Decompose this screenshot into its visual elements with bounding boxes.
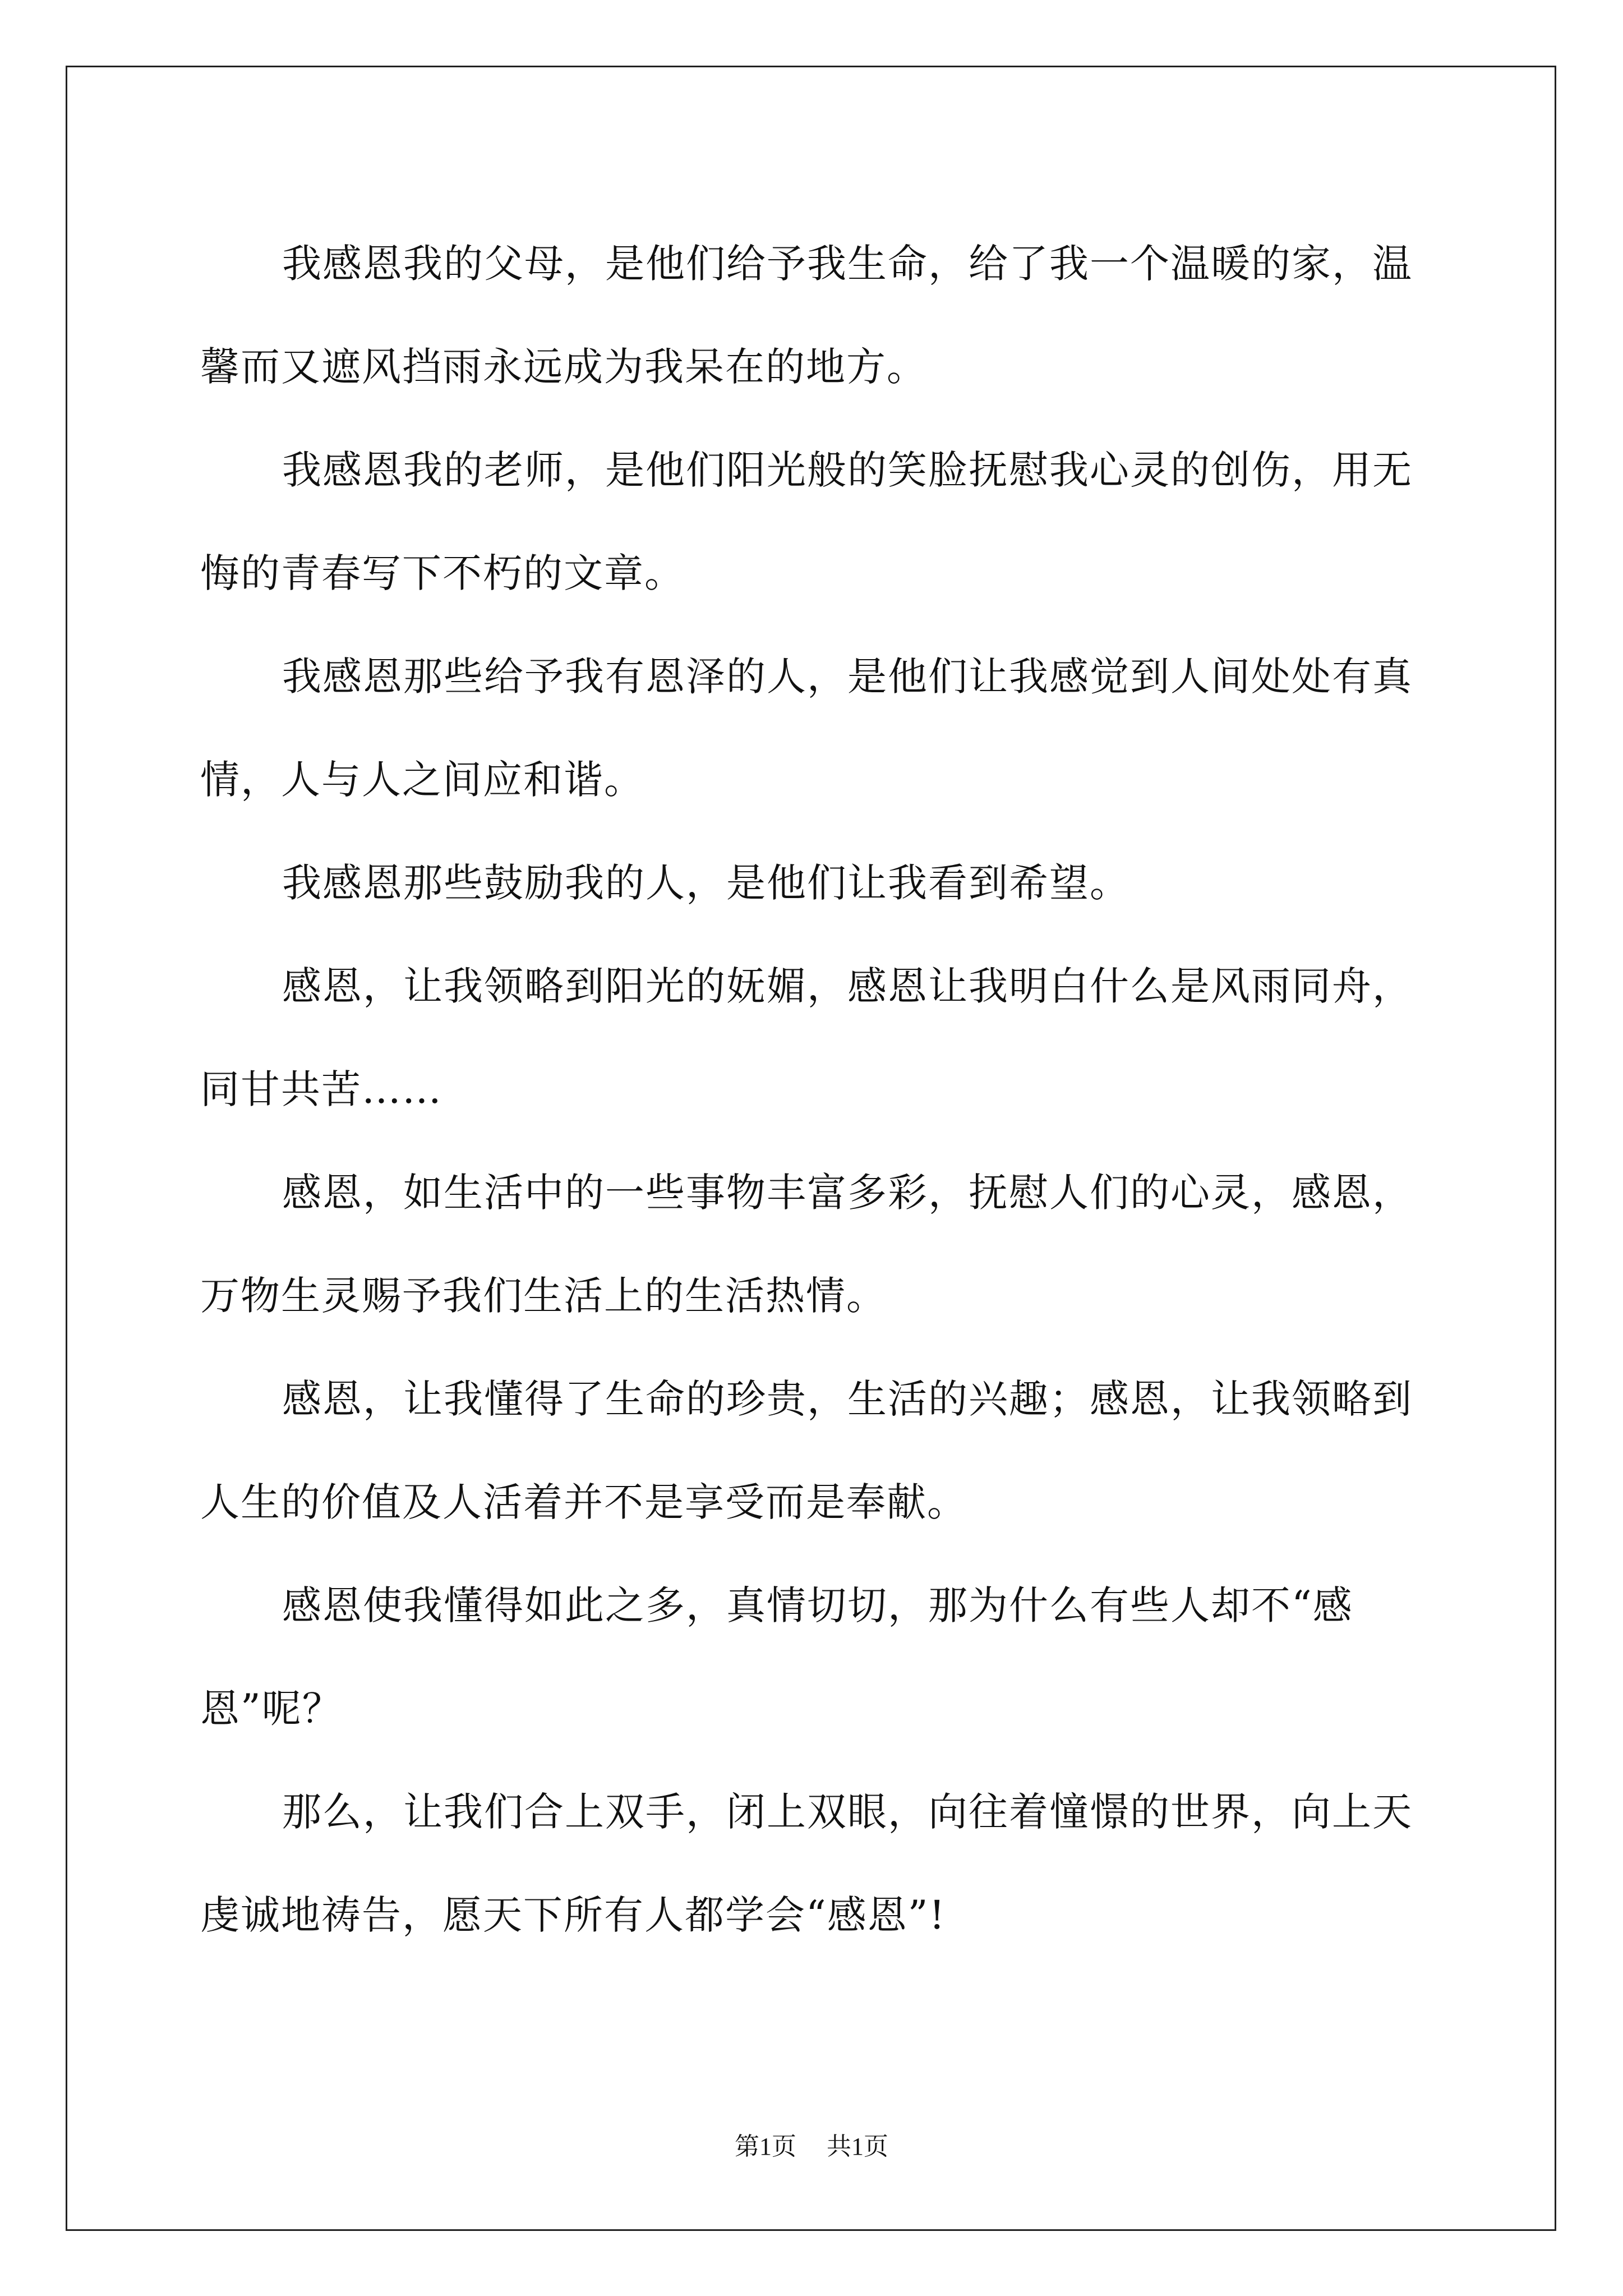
paragraph: 我感恩我的父母，是他们给予我生命，给了我一个温暖的家，温馨而又遮风挡雨永远成为我呆在的地方。: [200, 241, 1413, 390]
paragraph: 我感恩我的老师，是他们阳光般的笑脸抚慰我心灵的创伤，用无悔的青春写下不朽的文章。: [200, 447, 1413, 596]
paragraph: 感恩，如生活中的一些事物丰富多彩，抚慰人们的心灵，感恩，万物生灵赐予我们生活上的生活热情。: [200, 1170, 1413, 1319]
paragraph: 我感恩那些给予我有恩泽的人，是他们让我感觉到人间处处有真情，人与人之间应和谐。: [200, 654, 1413, 803]
paragraph: 感恩，让我懂得了生命的珍贵，生活的兴趣；感恩，让我领略到人生的价值及人活着并不是享受而是奉献。: [200, 1376, 1413, 1525]
page-total: 共1页: [827, 2133, 888, 2160]
paragraph: 感恩，让我领略到阳光的妩媚，感恩让我明白什么是风雨同舟，同甘共苦……: [200, 963, 1413, 1112]
page-number: 第1页: [735, 2133, 796, 2160]
paragraph: 那么，让我们合上双手，闭上双眼，向往着憧憬的世界，向上天虔诚地祷告，愿天下所有人都学会“感恩”!: [200, 1789, 1413, 1938]
paragraph: 感恩使我懂得如此之多，真情切切，那为什么有些人却不“感恩”呢？: [200, 1582, 1353, 1732]
document-body: [200, 212, 1434, 1967]
paragraph: 我感恩那些鼓励我的人，是他们让我看到希望。: [282, 860, 1130, 906]
page-footer: [0, 2126, 1623, 2162]
